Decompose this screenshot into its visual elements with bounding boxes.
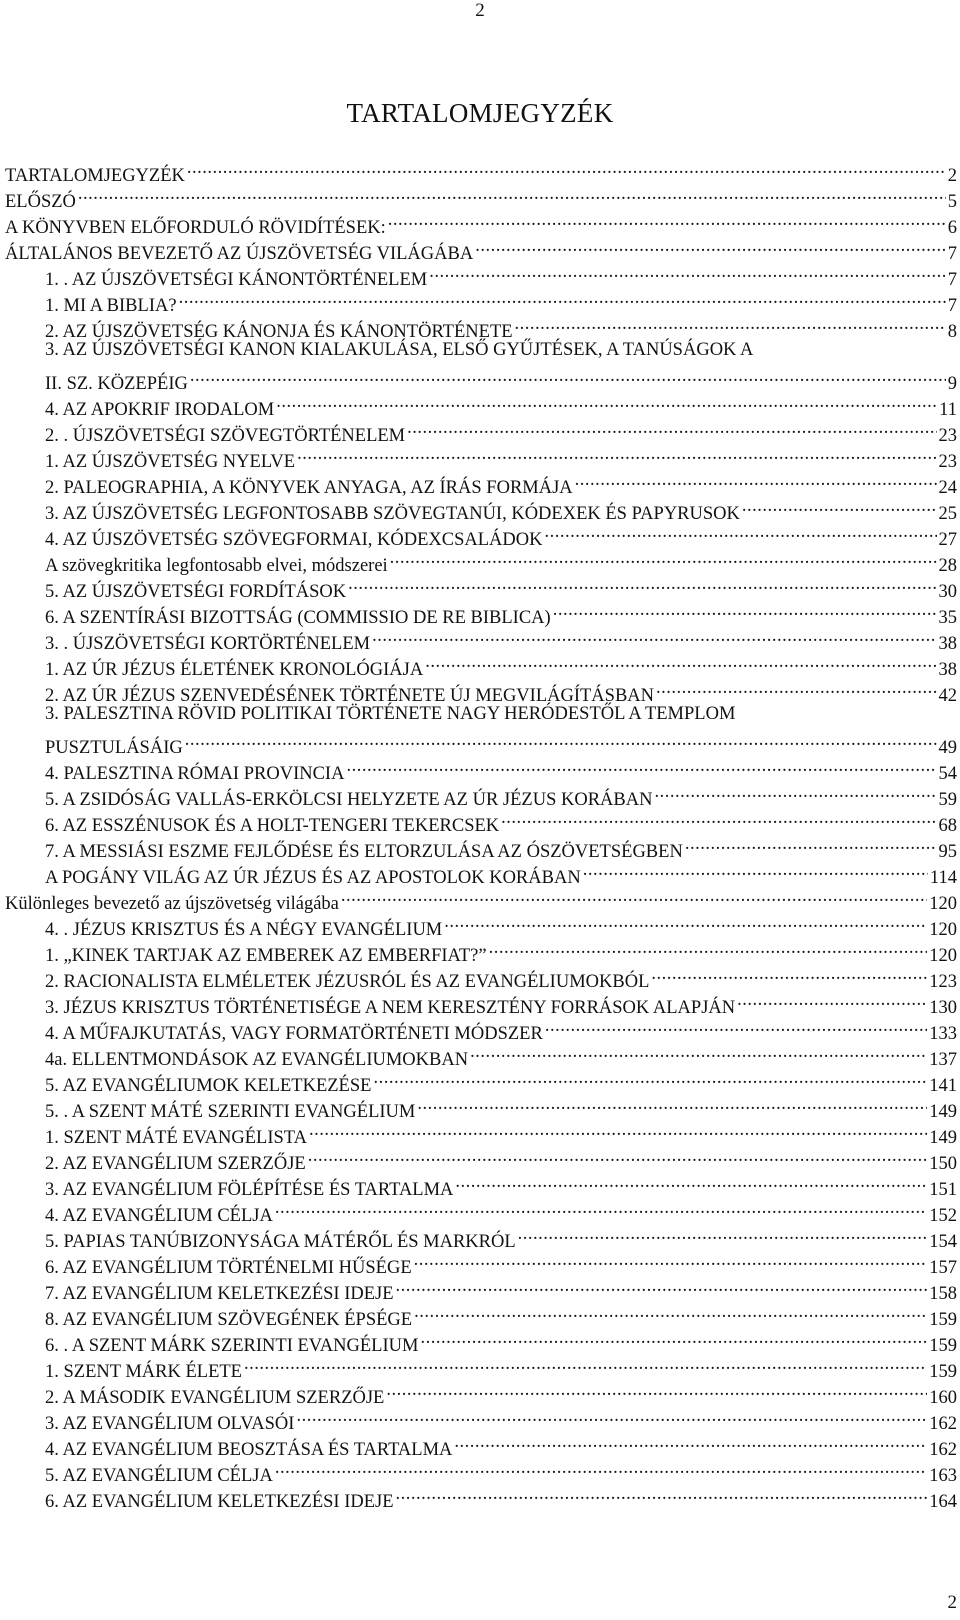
toc-entry-page: 95 xyxy=(938,842,957,862)
toc-entry-page: 7 xyxy=(947,296,957,316)
toc-entry-page: 159 xyxy=(929,1310,957,1330)
toc-entry-title: 2. PALEOGRAPHIA, A KÖNYVEK ANYAGA, AZ ÍRÁS FORMÁJA xyxy=(45,478,573,498)
toc-entry-title: 7. AZ EVANGÉLIUM KELETKEZÉSI IDEJE xyxy=(45,1284,394,1304)
toc-title: TARTALOMJEGYZÉK xyxy=(346,98,614,128)
toc-dot-leader xyxy=(275,1195,927,1221)
toc-entry-title: A KÖNYVBEN ELŐFORDULÓ RÖVIDÍTÉSEK: xyxy=(5,218,386,238)
toc-entry-title: 6. A SZENTÍRÁSI BIZOTTSÁG (COMMISSIO DE RE BIBLICA) xyxy=(45,608,551,628)
toc-dot-leader xyxy=(187,155,946,181)
toc-entry[interactable] xyxy=(0,207,960,238)
toc-entry[interactable] xyxy=(0,363,960,394)
toc-dot-leader xyxy=(390,545,937,571)
toc-entry-page: 11 xyxy=(939,400,957,420)
toc-dot-leader xyxy=(489,935,928,961)
toc-dot-leader xyxy=(414,1247,928,1273)
toc-entry-title: 3. AZ ÚJSZÖVETSÉG LEGFONTOSABB SZÖVEGTANÚI, KÓDEXEK ÉS PAPYRUSOK xyxy=(45,504,740,524)
toc-entry-title: 5. AZ EVANGÉLIUMOK KELETKEZÉSE xyxy=(45,1076,372,1096)
toc-entry[interactable] xyxy=(0,649,960,680)
toc-entry-title: 2. RACIONALISTA ELMÉLETEK JÉZUSRÓL ÉS AZ EVANGÉLIUMOKBÓL xyxy=(45,972,650,992)
toc-dot-leader xyxy=(544,519,936,545)
toc-entry[interactable] xyxy=(0,285,960,316)
toc-entry[interactable] xyxy=(0,935,960,966)
toc-entry-page: 159 xyxy=(929,1362,957,1382)
toc-entry[interactable] xyxy=(0,389,960,420)
toc-entry-title: 4. AZ EVANGÉLIUM BEOSZTÁSA ÉS TARTALMA xyxy=(45,1440,453,1460)
toc-entry[interactable] xyxy=(0,337,960,363)
toc-dot-leader xyxy=(276,389,937,415)
toc-entry-page: 27 xyxy=(938,530,957,550)
toc-entry-page: 152 xyxy=(929,1206,957,1226)
toc-entry[interactable] xyxy=(0,233,960,264)
toc-dot-leader xyxy=(444,909,927,935)
toc-entry-page: 23 xyxy=(938,426,957,446)
page-number-top: 2 xyxy=(475,0,485,21)
toc-entry-title: 1. MI A BIBLIA? xyxy=(45,296,177,316)
toc-entry-title: II. SZ. KÖZEPÉIG xyxy=(45,374,188,394)
toc-entry-title: 4. AZ ÚJSZÖVETSÉG SZÖVEGFORMAI, KÓDEXCSALÁDOK xyxy=(45,530,543,550)
toc-entry[interactable] xyxy=(0,441,960,472)
toc-entry-page: 114 xyxy=(929,868,957,888)
toc-entry-title: 4a. ELLENTMONDÁSOK AZ EVANGÉLIUMOKBAN xyxy=(45,1050,469,1070)
toc-entry-page: 120 xyxy=(929,920,957,940)
toc-dot-leader xyxy=(414,1299,927,1325)
toc-entry-title: 4. . JÉZUS KRISZTUS ÉS A NÉGY EVANGÉLIUM xyxy=(45,920,443,940)
toc-entry[interactable] xyxy=(0,1117,960,1148)
toc-entry-title: TARTALOMJEGYZÉK xyxy=(5,166,185,186)
toc-entry-page: 157 xyxy=(929,1258,957,1278)
toc-entry[interactable] xyxy=(0,1429,960,1460)
toc-dot-leader xyxy=(372,623,936,649)
toc-dot-leader xyxy=(583,857,928,883)
toc-dot-leader xyxy=(396,1273,928,1299)
toc-entry-page: 38 xyxy=(938,634,957,654)
toc-entry-title: 4. AZ APOKRIF IRODALOM xyxy=(45,400,275,420)
toc-dot-leader xyxy=(656,675,936,701)
toc-entry-page: 30 xyxy=(938,582,957,602)
toc-dot-leader xyxy=(429,259,946,285)
toc-entry-title: 6. . A SZENT MÁRK SZERINTI EVANGÉLIUM xyxy=(45,1336,419,1356)
toc-entry-title: A POGÁNY VILÁG AZ ÚR JÉZUS ÉS AZ APOSTOLOK KORÁBAN xyxy=(45,868,581,888)
table-of-contents xyxy=(0,155,960,1512)
toc-entry-page: 7 xyxy=(947,244,957,264)
toc-entry-page: 150 xyxy=(929,1154,957,1174)
toc-entry[interactable] xyxy=(0,545,960,576)
toc-entry-title: ÁLTALÁNOS BEVEZETŐ AZ ÚJSZÖVETSÉG VILÁGÁBA xyxy=(5,244,474,264)
toc-entry[interactable] xyxy=(0,1455,960,1486)
toc-entry-title: 5. A ZSIDÓSÁG VALLÁS-ERKÖLCSI HELYZETE AZ ÚR JÉZUS KORÁBAN xyxy=(45,790,653,810)
page-number-bottom: 2 xyxy=(947,1592,957,1613)
toc-entry[interactable] xyxy=(0,1091,960,1122)
toc-entry-title: 1. „KINEK TARTJAK AZ EMBEREK AZ EMBERFIAT?” xyxy=(45,946,487,966)
toc-entry-page: 141 xyxy=(929,1076,957,1096)
toc-entry-page: 25 xyxy=(938,504,957,524)
toc-entry[interactable] xyxy=(0,1377,960,1408)
toc-dot-leader xyxy=(575,467,937,493)
toc-entry-page: 6 xyxy=(947,218,957,238)
toc-dot-leader xyxy=(685,831,937,857)
toc-entry-title: 3. AZ ÚJSZÖVETSÉGI KANON KIALAKULÁSA, ELSŐ GYŰJTÉSEK, A TANÚSÁGOK A xyxy=(45,340,754,360)
toc-entry[interactable] xyxy=(0,1273,960,1304)
toc-entry-title: 7. A MESSIÁSI ESZME FEJLŐDÉSE ÉS ELTORZULÁSA AZ ÓSZÖVETSÉGBEN xyxy=(45,842,683,862)
toc-entry[interactable] xyxy=(0,831,960,862)
toc-entry-page: 162 xyxy=(929,1414,957,1434)
toc-dot-leader xyxy=(309,1117,927,1143)
toc-dot-leader xyxy=(386,1377,927,1403)
toc-entry-page: 149 xyxy=(929,1102,957,1122)
toc-entry-page: 23 xyxy=(938,452,957,472)
toc-dot-leader xyxy=(373,1065,927,1091)
toc-entry-title: 4. AZ EVANGÉLIUM CÉLJA xyxy=(45,1206,273,1226)
toc-entry[interactable] xyxy=(0,623,960,654)
toc-entry-page: 154 xyxy=(929,1232,957,1252)
toc-entry-title: 4. PALESZTINA RÓMAI PROVINCIA xyxy=(45,764,345,784)
toc-entry-title: Különleges bevezető az újszövetség világába xyxy=(5,894,339,914)
toc-dot-leader xyxy=(275,1455,927,1481)
toc-entry-page: 2 xyxy=(947,166,957,186)
toc-entry[interactable] xyxy=(0,753,960,784)
toc-dot-leader xyxy=(454,1429,927,1455)
toc-entry[interactable] xyxy=(0,1169,960,1200)
toc-entry-title: 1. AZ ÚJSZÖVETSÉG NYELVE xyxy=(45,452,296,472)
toc-dot-leader xyxy=(346,753,936,779)
toc-dot-leader xyxy=(348,571,936,597)
toc-entry[interactable] xyxy=(0,181,960,212)
toc-entry-page: 162 xyxy=(929,1440,957,1460)
toc-entry-page: 123 xyxy=(929,972,957,992)
toc-entry[interactable] xyxy=(0,1351,960,1382)
toc-entry[interactable] xyxy=(0,909,960,940)
toc-dot-leader xyxy=(553,597,937,623)
toc-entry-page: 164 xyxy=(929,1492,957,1512)
toc-entry-title: 4. A MŰFAJKUTATÁS, VAGY FORMATÖRTÉNETI MÓDSZER xyxy=(45,1024,543,1044)
toc-entry-page: 130 xyxy=(929,998,957,1018)
toc-entry-title: PUSZTULÁSÁIG xyxy=(45,738,183,758)
toc-entry[interactable] xyxy=(0,1481,960,1512)
toc-entry[interactable] xyxy=(0,675,960,706)
toc-entry-title: 6. AZ ESSZÉNUSOK ÉS A HOLT-TENGERI TEKERCSEK xyxy=(45,816,500,836)
toc-entry[interactable] xyxy=(0,1039,960,1070)
toc-entry[interactable] xyxy=(0,571,960,602)
toc-entry[interactable] xyxy=(0,1325,960,1356)
toc-entry[interactable] xyxy=(0,311,960,342)
toc-entry-page: 28 xyxy=(938,556,957,576)
toc-entry-title: A szövegkritika legfontosabb elvei, módszerei xyxy=(45,556,388,576)
toc-dot-leader xyxy=(470,1039,927,1065)
toc-entry-title: 3. . ÚJSZÖVETSÉGI KORTÖRTÉNELEM xyxy=(45,634,371,654)
toc-entry-title: 6. AZ EVANGÉLIUM TÖRTÉNELMI HŰSÉGE xyxy=(45,1258,412,1278)
toc-entry-page: 54 xyxy=(938,764,957,784)
toc-entry[interactable] xyxy=(0,857,960,888)
toc-dot-leader xyxy=(308,1143,928,1169)
toc-entry-page: 9 xyxy=(947,374,957,394)
toc-dot-leader xyxy=(455,1169,927,1195)
toc-entry[interactable] xyxy=(0,415,960,446)
toc-entry[interactable] xyxy=(0,1247,960,1278)
toc-entry[interactable] xyxy=(0,727,960,758)
toc-dot-leader xyxy=(190,363,946,389)
toc-dot-leader xyxy=(396,1481,928,1507)
toc-entry-page: 38 xyxy=(938,660,957,680)
toc-entry-title: 5. AZ ÚJSZÖVETSÉGI FORDÍTÁSOK xyxy=(45,582,347,602)
toc-entry[interactable] xyxy=(0,1013,960,1044)
toc-dot-leader xyxy=(501,805,936,831)
toc-dot-leader xyxy=(185,727,937,753)
toc-dot-leader xyxy=(244,1351,927,1377)
toc-entry[interactable] xyxy=(0,883,960,914)
toc-entry-title: 1. . AZ ÚJSZÖVETSÉGI KÁNONTÖRTÉNELEM xyxy=(45,270,428,290)
toc-entry-title: 3. JÉZUS KRISZTUS TÖRTÉNETISÉGE A NEM KERESZTÉNY FORRÁSOK ALAPJÁN xyxy=(45,998,736,1018)
toc-entry-title: 2. . ÚJSZÖVETSÉGI SZÖVEGTÖRTÉNELEM xyxy=(45,426,406,446)
toc-entry-title: 3. AZ EVANGÉLIUM FÖLÉPÍTÉSE ÉS TARTALMA xyxy=(45,1180,454,1200)
toc-entry-page: 133 xyxy=(929,1024,957,1044)
toc-entry-title: 5. PAPIAS TANÚBIZONYSÁGA MÁTÉRŐL ÉS MARKRÓL xyxy=(45,1232,516,1252)
toc-entry-page: 59 xyxy=(938,790,957,810)
toc-entry-page: 49 xyxy=(938,738,957,758)
toc-dot-leader xyxy=(179,285,946,311)
toc-entry[interactable] xyxy=(0,519,960,550)
toc-entry-page: 35 xyxy=(938,608,957,628)
toc-entry[interactable] xyxy=(0,1065,960,1096)
toc-entry-title: 5. . A SZENT MÁTÉ SZERINTI EVANGÉLIUM xyxy=(45,1102,416,1122)
toc-dot-leader xyxy=(78,181,946,207)
toc-entry-page: 68 xyxy=(938,816,957,836)
toc-dot-leader xyxy=(545,1013,927,1039)
toc-dot-leader xyxy=(737,987,927,1013)
toc-entry-title: 1. AZ ÚR JÉZUS ÉLETÉNEK KRONOLÓGIÁJA xyxy=(45,660,424,680)
toc-entry[interactable] xyxy=(0,1195,960,1226)
toc-entry[interactable] xyxy=(0,259,960,290)
toc-dot-leader xyxy=(518,1221,928,1247)
toc-dot-leader xyxy=(341,883,927,909)
toc-entry-page: 8 xyxy=(947,322,957,342)
toc-entry-title: 1. SZENT MÁTÉ EVANGÉLISTA xyxy=(45,1128,307,1148)
toc-entry[interactable] xyxy=(0,155,960,186)
toc-entry-page: 42 xyxy=(938,686,957,706)
toc-dot-leader xyxy=(417,1091,927,1117)
toc-entry-title: ELŐSZÓ xyxy=(5,192,76,212)
toc-entry-title: 2. AZ ÚJSZÖVETSÉG KÁNONJA ÉS KÁNONTÖRTÉNETE xyxy=(45,322,513,342)
toc-entry[interactable] xyxy=(0,1403,960,1434)
toc-dot-leader xyxy=(407,415,936,441)
toc-entry[interactable] xyxy=(0,1143,960,1174)
toc-entry[interactable] xyxy=(0,1221,960,1252)
toc-entry[interactable] xyxy=(0,805,960,836)
toc-entry-page: 151 xyxy=(929,1180,957,1200)
toc-dot-leader xyxy=(475,233,946,259)
toc-dot-leader xyxy=(515,311,946,337)
toc-dot-leader xyxy=(654,779,936,805)
toc-entry-page: 120 xyxy=(929,946,957,966)
toc-entry[interactable] xyxy=(0,467,960,498)
toc-entry[interactable] xyxy=(0,597,960,628)
toc-entry[interactable] xyxy=(0,961,960,992)
toc-entry-title: 1. SZENT MÁRK ÉLETE xyxy=(45,1362,242,1382)
toc-entry-title: 2. AZ ÚR JÉZUS SZENVEDÉSÉNEK TÖRTÉNETE ÚJ MEGVILÁGÍTÁSBAN xyxy=(45,686,655,706)
toc-entry-page: 5 xyxy=(947,192,957,212)
toc-entry[interactable] xyxy=(0,493,960,524)
toc-dot-leader xyxy=(296,1403,927,1429)
toc-entry-page: 24 xyxy=(938,478,957,498)
toc-entry-page: 160 xyxy=(929,1388,957,1408)
toc-entry-page: 149 xyxy=(929,1128,957,1148)
toc-entry-page: 7 xyxy=(947,270,957,290)
toc-entry-page: 159 xyxy=(929,1336,957,1356)
toc-entry-title: 2. AZ EVANGÉLIUM SZERZŐJE xyxy=(45,1154,306,1174)
toc-entry[interactable] xyxy=(0,779,960,810)
toc-entry-title: 8. AZ EVANGÉLIUM SZÖVEGÉNEK ÉPSÉGE xyxy=(45,1310,413,1330)
toc-entry-title: 2. A MÁSODIK EVANGÉLIUM SZERZŐJE xyxy=(45,1388,385,1408)
toc-entry[interactable] xyxy=(0,987,960,1018)
toc-entry[interactable] xyxy=(0,1299,960,1330)
toc-entry-title: 6. AZ EVANGÉLIUM KELETKEZÉSI IDEJE xyxy=(45,1492,394,1512)
toc-dot-leader xyxy=(742,493,937,519)
toc-dot-leader xyxy=(388,207,946,233)
toc-dot-leader xyxy=(297,441,936,467)
toc-entry[interactable] xyxy=(0,701,960,727)
toc-entry-title: 3. PALESZTINA RÖVID POLITIKAI TÖRTÉNETE NAGY HERÓDESTŐL A TEMPLOM xyxy=(45,704,736,724)
toc-entry-page: 120 xyxy=(929,894,957,914)
toc-dot-leader xyxy=(651,961,927,987)
toc-dot-leader xyxy=(425,649,936,675)
toc-entry-page: 163 xyxy=(929,1466,957,1486)
toc-entry-page: 137 xyxy=(929,1050,957,1070)
toc-dot-leader xyxy=(420,1325,927,1351)
toc-entry-page: 158 xyxy=(929,1284,957,1304)
toc-entry-title: 5. AZ EVANGÉLIUM CÉLJA xyxy=(45,1466,273,1486)
toc-entry-title: 3. AZ EVANGÉLIUM OLVASÓI xyxy=(45,1414,295,1434)
